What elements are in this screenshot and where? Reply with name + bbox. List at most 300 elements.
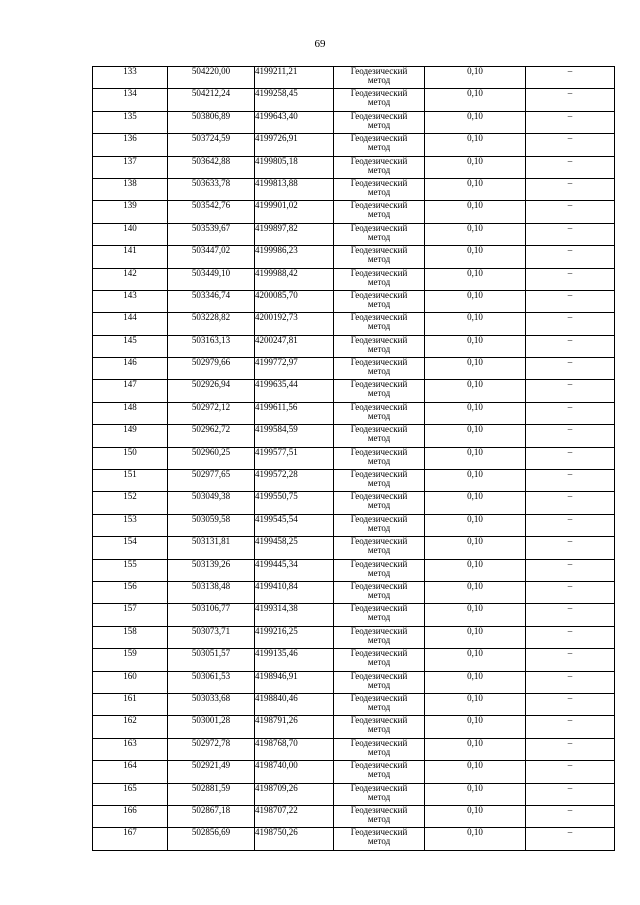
method-cell [334, 626, 425, 648]
point-number-cell: 141 [93, 246, 168, 268]
y-coordinate-cell: 4199897,82 [255, 223, 334, 245]
y-coordinate-cell: 4198946,91 [255, 671, 334, 693]
point-number-cell: 162 [93, 716, 168, 738]
y-coordinate-cell: 4198768,70 [255, 738, 334, 760]
x-coordinate-cell: 503059,58 [168, 514, 255, 536]
description-cell: – [526, 447, 615, 469]
x-coordinate-cell: 504220,00 [168, 67, 255, 89]
method-line-1: Геодезический [350, 737, 408, 748]
description-cell: – [526, 402, 615, 424]
point-number-cell: 150 [93, 447, 168, 469]
method-line-1: Геодезический [350, 827, 408, 838]
y-coordinate-cell: 4200247,81 [255, 335, 334, 357]
y-coordinate-cell: 4199635,44 [255, 380, 334, 402]
method-line-1: Геодезический [350, 110, 408, 121]
point-number-cell: 146 [93, 358, 168, 380]
method-cell [334, 89, 425, 111]
method-cell [334, 402, 425, 424]
method-line-1: Геодезический [350, 446, 408, 457]
point-number-cell: 143 [93, 290, 168, 312]
method-line-1: Геодезический [350, 222, 408, 233]
y-coordinate-cell: 4198791,26 [255, 716, 334, 738]
table-row [93, 738, 615, 760]
table-row [93, 358, 615, 380]
method-line-1: Геодезический [350, 379, 408, 390]
method-line-2: метод [367, 231, 391, 242]
table-row [93, 89, 615, 111]
description-cell: – [526, 425, 615, 447]
method-line-2: метод [367, 164, 391, 175]
y-coordinate-cell: 4199726,91 [255, 134, 334, 156]
method-cell [334, 649, 425, 671]
description-cell: – [526, 671, 615, 693]
method-line-1: Геодезический [350, 536, 408, 547]
method-cell [334, 335, 425, 357]
method-line-2: метод [367, 186, 391, 197]
accuracy-cell: 0,10 [425, 716, 526, 738]
method-line-2: метод [367, 142, 391, 153]
method-line-2: метод [367, 791, 391, 802]
method-line-2: метод [367, 813, 391, 824]
table-row [93, 626, 615, 648]
accuracy-cell: 0,10 [425, 761, 526, 783]
table-row [93, 470, 615, 492]
method-line-1: Геодезический [350, 424, 408, 435]
accuracy-cell: 0,10 [425, 313, 526, 335]
accuracy-cell: 0,10 [425, 559, 526, 581]
x-coordinate-cell: 503642,88 [168, 156, 255, 178]
coordinates-table [92, 66, 615, 851]
point-number-cell: 152 [93, 492, 168, 514]
method-cell [334, 581, 425, 603]
description-cell: – [526, 492, 615, 514]
y-coordinate-cell: 4199410,84 [255, 581, 334, 603]
x-coordinate-cell: 502921,49 [168, 761, 255, 783]
method-cell [334, 268, 425, 290]
method-cell [334, 201, 425, 223]
x-coordinate-cell: 502856,69 [168, 828, 255, 850]
y-coordinate-cell: 4199643,40 [255, 111, 334, 133]
table-row [93, 111, 615, 133]
method-line-1: Геодезический [350, 625, 408, 636]
method-cell [334, 716, 425, 738]
table-row [93, 156, 615, 178]
point-number-cell: 149 [93, 425, 168, 447]
description-cell: – [526, 380, 615, 402]
accuracy-cell: 0,10 [425, 738, 526, 760]
x-coordinate-cell: 503447,02 [168, 246, 255, 268]
description-cell: – [526, 604, 615, 626]
method-cell [334, 67, 425, 89]
method-line-1: Геодезический [350, 760, 408, 771]
method-line-2: метод [367, 321, 391, 332]
table-row [93, 514, 615, 536]
x-coordinate-cell: 503139,26 [168, 559, 255, 581]
y-coordinate-cell: 4199584,59 [255, 425, 334, 447]
point-number-cell: 134 [93, 89, 168, 111]
method-line-1: Геодезический [350, 580, 408, 591]
table-row [93, 425, 615, 447]
point-number-cell: 135 [93, 111, 168, 133]
table-row [93, 716, 615, 738]
accuracy-cell: 0,10 [425, 470, 526, 492]
coordinates-table-body [93, 67, 615, 851]
description-cell: – [526, 134, 615, 156]
method-line-1: Геодезический [350, 289, 408, 300]
accuracy-cell: 0,10 [425, 290, 526, 312]
method-line-1: Геодезический [350, 469, 408, 480]
x-coordinate-cell: 503001,28 [168, 716, 255, 738]
point-number-cell: 144 [93, 313, 168, 335]
x-coordinate-cell: 503539,67 [168, 223, 255, 245]
point-number-cell: 136 [93, 134, 168, 156]
point-number-cell: 148 [93, 402, 168, 424]
description-cell: – [526, 761, 615, 783]
x-coordinate-cell: 503449,10 [168, 268, 255, 290]
y-coordinate-cell: 4199550,75 [255, 492, 334, 514]
point-number-cell: 160 [93, 671, 168, 693]
method-line-2: метод [367, 724, 391, 735]
table-row [93, 223, 615, 245]
method-line-2: метод [367, 366, 391, 377]
method-line-1: Геодезический [350, 804, 408, 815]
y-coordinate-cell: 4199813,88 [255, 178, 334, 200]
point-number-cell: 154 [93, 537, 168, 559]
description-cell: – [526, 201, 615, 223]
method-line-1: Геодезический [350, 648, 408, 659]
accuracy-cell: 0,10 [425, 447, 526, 469]
method-line-1: Геодезический [350, 267, 408, 278]
x-coordinate-cell: 503051,57 [168, 649, 255, 671]
point-number-cell: 147 [93, 380, 168, 402]
method-cell [334, 425, 425, 447]
accuracy-cell: 0,10 [425, 178, 526, 200]
y-coordinate-cell: 4198740,00 [255, 761, 334, 783]
accuracy-cell: 0,10 [425, 805, 526, 827]
method-cell [334, 783, 425, 805]
x-coordinate-cell: 502972,12 [168, 402, 255, 424]
x-coordinate-cell: 502962,72 [168, 425, 255, 447]
x-coordinate-cell: 503061,53 [168, 671, 255, 693]
point-number-cell: 153 [93, 514, 168, 536]
y-coordinate-cell: 4199211,21 [255, 67, 334, 89]
x-coordinate-cell: 503138,48 [168, 581, 255, 603]
table-row [93, 246, 615, 268]
accuracy-cell: 0,10 [425, 223, 526, 245]
method-cell [334, 492, 425, 514]
accuracy-cell: 0,10 [425, 380, 526, 402]
table-row [93, 335, 615, 357]
point-number-cell: 156 [93, 581, 168, 603]
description-cell: – [526, 626, 615, 648]
point-number-cell: 157 [93, 604, 168, 626]
point-number-cell: 165 [93, 783, 168, 805]
description-cell: – [526, 738, 615, 760]
table-row [93, 783, 615, 805]
method-line-1: Геодезический [350, 200, 408, 211]
method-line-2: метод [367, 410, 391, 421]
method-cell [334, 178, 425, 200]
x-coordinate-cell: 503542,76 [168, 201, 255, 223]
description-cell: – [526, 470, 615, 492]
method-line-2: метод [367, 657, 391, 668]
table-row [93, 537, 615, 559]
method-cell [334, 537, 425, 559]
point-number-cell: 164 [93, 761, 168, 783]
point-number-cell: 139 [93, 201, 168, 223]
accuracy-cell: 0,10 [425, 425, 526, 447]
point-number-cell: 133 [93, 67, 168, 89]
table-row [93, 178, 615, 200]
method-cell [334, 380, 425, 402]
method-line-1: Геодезический [350, 603, 408, 614]
method-line-2: метод [367, 589, 391, 600]
point-number-cell: 155 [93, 559, 168, 581]
x-coordinate-cell: 503033,68 [168, 693, 255, 715]
table-row [93, 67, 615, 89]
method-cell [334, 290, 425, 312]
y-coordinate-cell: 4198709,26 [255, 783, 334, 805]
method-cell [334, 514, 425, 536]
description-cell: – [526, 649, 615, 671]
y-coordinate-cell: 4199445,34 [255, 559, 334, 581]
y-coordinate-cell: 4199901,02 [255, 201, 334, 223]
method-line-2: метод [367, 545, 391, 556]
table-row [93, 581, 615, 603]
method-line-2: метод [367, 433, 391, 444]
y-coordinate-cell: 4199988,42 [255, 268, 334, 290]
method-line-2: метод [367, 679, 391, 690]
method-line-2: метод [367, 567, 391, 578]
y-coordinate-cell: 4199572,28 [255, 470, 334, 492]
accuracy-cell: 0,10 [425, 828, 526, 850]
accuracy-cell: 0,10 [425, 783, 526, 805]
table-row [93, 761, 615, 783]
description-cell: – [526, 693, 615, 715]
description-cell: – [526, 156, 615, 178]
method-line-1: Геодезический [350, 782, 408, 793]
x-coordinate-cell: 502977,65 [168, 470, 255, 492]
method-line-2: метод [367, 388, 391, 399]
point-number-cell: 145 [93, 335, 168, 357]
method-cell [334, 313, 425, 335]
accuracy-cell: 0,10 [425, 335, 526, 357]
description-cell: – [526, 67, 615, 89]
method-line-2: метод [367, 746, 391, 757]
point-number-cell: 158 [93, 626, 168, 648]
x-coordinate-cell: 502926,94 [168, 380, 255, 402]
table-row [93, 268, 615, 290]
y-coordinate-cell: 4198750,26 [255, 828, 334, 850]
accuracy-cell: 0,10 [425, 671, 526, 693]
point-number-cell: 138 [93, 178, 168, 200]
x-coordinate-cell: 502960,25 [168, 447, 255, 469]
method-line-2: метод [367, 769, 391, 780]
method-cell [334, 223, 425, 245]
description-cell: – [526, 581, 615, 603]
table-row [93, 671, 615, 693]
point-number-cell: 161 [93, 693, 168, 715]
description-cell: – [526, 783, 615, 805]
method-cell [334, 828, 425, 850]
y-coordinate-cell: 4200085,70 [255, 290, 334, 312]
y-coordinate-cell: 4199772,97 [255, 358, 334, 380]
table-row [93, 559, 615, 581]
method-cell [334, 246, 425, 268]
x-coordinate-cell: 503724,59 [168, 134, 255, 156]
accuracy-cell: 0,10 [425, 693, 526, 715]
accuracy-cell: 0,10 [425, 626, 526, 648]
method-line-1: Геодезический [350, 334, 408, 345]
method-line-1: Геодезический [350, 491, 408, 502]
description-cell: – [526, 89, 615, 111]
x-coordinate-cell: 502867,18 [168, 805, 255, 827]
accuracy-cell: 0,10 [425, 268, 526, 290]
y-coordinate-cell: 4199805,18 [255, 156, 334, 178]
table-row [93, 201, 615, 223]
method-line-1: Геодезический [350, 177, 408, 188]
accuracy-cell: 0,10 [425, 649, 526, 671]
method-cell [334, 671, 425, 693]
method-line-2: метод [367, 836, 391, 847]
description-cell: – [526, 246, 615, 268]
description-cell: – [526, 828, 615, 850]
x-coordinate-cell: 502881,59 [168, 783, 255, 805]
method-cell [334, 470, 425, 492]
page-number: 69 [314, 38, 326, 50]
point-number-cell: 167 [93, 828, 168, 850]
y-coordinate-cell: 4200192,73 [255, 313, 334, 335]
description-cell: – [526, 514, 615, 536]
x-coordinate-cell: 503346,74 [168, 290, 255, 312]
accuracy-cell: 0,10 [425, 134, 526, 156]
method-line-1: Геодезический [350, 670, 408, 681]
y-coordinate-cell: 4199216,25 [255, 626, 334, 648]
point-number-cell: 137 [93, 156, 168, 178]
method-cell [334, 134, 425, 156]
method-cell [334, 447, 425, 469]
x-coordinate-cell: 503131,81 [168, 537, 255, 559]
table-row [93, 828, 615, 850]
method-line-2: метод [367, 75, 391, 85]
method-line-1: Геодезический [350, 66, 408, 76]
x-coordinate-cell: 503073,71 [168, 626, 255, 648]
accuracy-cell: 0,10 [425, 156, 526, 178]
accuracy-cell: 0,10 [425, 604, 526, 626]
accuracy-cell: 0,10 [425, 246, 526, 268]
method-cell [334, 761, 425, 783]
y-coordinate-cell: 4199314,38 [255, 604, 334, 626]
method-line-2: метод [367, 478, 391, 489]
x-coordinate-cell: 503806,89 [168, 111, 255, 133]
method-line-1: Геодезический [350, 133, 408, 144]
description-cell: – [526, 290, 615, 312]
accuracy-cell: 0,10 [425, 201, 526, 223]
accuracy-cell: 0,10 [425, 581, 526, 603]
y-coordinate-cell: 4199545,54 [255, 514, 334, 536]
accuracy-cell: 0,10 [425, 514, 526, 536]
point-number-cell: 142 [93, 268, 168, 290]
method-line-2: метод [367, 276, 391, 287]
y-coordinate-cell: 4198840,46 [255, 693, 334, 715]
method-line-2: метод [367, 254, 391, 265]
y-coordinate-cell: 4199258,45 [255, 89, 334, 111]
method-line-2: метод [367, 119, 391, 130]
method-line-1: Геодезический [350, 513, 408, 524]
x-coordinate-cell: 503106,77 [168, 604, 255, 626]
method-cell [334, 805, 425, 827]
point-number-cell: 163 [93, 738, 168, 760]
method-line-2: метод [367, 298, 391, 309]
point-number-cell: 159 [93, 649, 168, 671]
table-row [93, 604, 615, 626]
description-cell: – [526, 559, 615, 581]
method-line-1: Геодезический [350, 245, 408, 256]
x-coordinate-cell: 503228,82 [168, 313, 255, 335]
y-coordinate-cell: 4198707,22 [255, 805, 334, 827]
x-coordinate-cell: 503163,13 [168, 335, 255, 357]
description-cell: – [526, 716, 615, 738]
method-line-2: метод [367, 500, 391, 511]
accuracy-cell: 0,10 [425, 358, 526, 380]
x-coordinate-cell: 503633,78 [168, 178, 255, 200]
description-cell: – [526, 537, 615, 559]
description-cell: – [526, 178, 615, 200]
method-line-2: метод [367, 455, 391, 466]
description-cell: – [526, 111, 615, 133]
method-line-2: метод [367, 343, 391, 354]
description-cell: – [526, 268, 615, 290]
method-cell [334, 738, 425, 760]
y-coordinate-cell: 4199577,51 [255, 447, 334, 469]
table-row [93, 380, 615, 402]
accuracy-cell: 0,10 [425, 492, 526, 514]
method-cell [334, 358, 425, 380]
table-row [93, 492, 615, 514]
description-cell: – [526, 805, 615, 827]
method-line-2: метод [367, 701, 391, 712]
method-line-1: Геодезический [350, 88, 408, 99]
table-row [93, 805, 615, 827]
method-cell [334, 156, 425, 178]
table-row [93, 134, 615, 156]
accuracy-cell: 0,10 [425, 537, 526, 559]
y-coordinate-cell: 4199986,23 [255, 246, 334, 268]
method-line-1: Геодезический [350, 401, 408, 412]
point-number-cell: 166 [93, 805, 168, 827]
table-row [93, 290, 615, 312]
method-line-2: метод [367, 97, 391, 108]
x-coordinate-cell: 502972,78 [168, 738, 255, 760]
point-number-cell: 151 [93, 470, 168, 492]
method-line-2: метод [367, 209, 391, 220]
method-line-2: метод [367, 612, 391, 623]
method-line-1: Геодезический [350, 715, 408, 726]
accuracy-cell: 0,10 [425, 111, 526, 133]
description-cell: – [526, 335, 615, 357]
accuracy-cell: 0,10 [425, 402, 526, 424]
table-row [93, 313, 615, 335]
method-line-1: Геодезический [350, 558, 408, 569]
description-cell: – [526, 223, 615, 245]
y-coordinate-cell: 4199611,56 [255, 402, 334, 424]
table-row [93, 447, 615, 469]
method-cell [334, 693, 425, 715]
y-coordinate-cell: 4199135,46 [255, 649, 334, 671]
point-number-cell: 140 [93, 223, 168, 245]
table-row [93, 693, 615, 715]
method-line-2: метод [367, 522, 391, 533]
